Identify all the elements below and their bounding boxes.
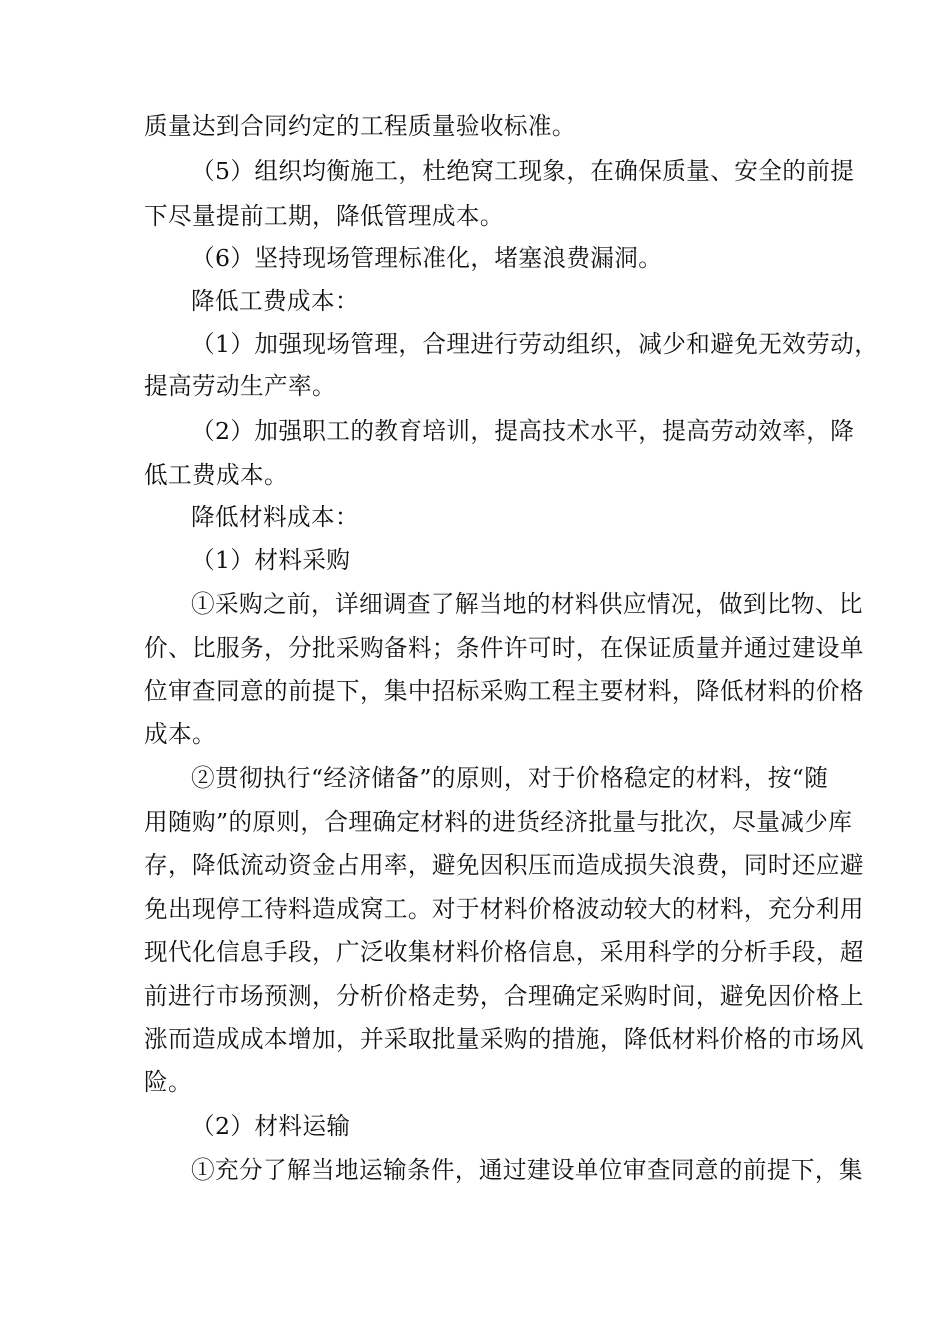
text-line: 用随购”的原则，合理确定材料的进货经济批量与批次，尽量减少库 [144, 808, 853, 836]
text-line: 存，降低流动资金占用率，避免因积压而造成损失浪费，同时还应避 [144, 851, 864, 879]
text-line: （6）坚持现场管理标准化，堵塞浪费漏洞。 [191, 244, 663, 272]
text-line: 成本。 [144, 720, 216, 748]
text-line: ①充分了解当地运输条件，通过建设单位审查同意的前提下，集 [191, 1156, 863, 1184]
text-line: 险。 [144, 1068, 192, 1096]
text-line: 低工费成本。 [144, 461, 288, 489]
text-line: 降低工费成本： [191, 287, 359, 315]
text-line: 价、比服务，分批采购备料；条件许可时，在保证质量并通过建设单 [144, 634, 864, 662]
text-line: 前进行市场预测，分析价格走势，合理确定采购时间，避免因价格上 [144, 982, 864, 1010]
text-line: 下尽量提前工期，降低管理成本。 [144, 202, 504, 230]
text-line: 涨而造成成本增加，并采取批量采购的措施，降低材料价格的市场风 [144, 1025, 864, 1053]
text-line: （2）加强职工的教育培训，提高技术水平，提高劳动效率，降 [191, 417, 855, 445]
text-line: 降低材料成本： [191, 503, 359, 531]
text-line: ①采购之前，详细调查了解当地的材料供应情况，做到比物、比 [191, 590, 863, 618]
text-line: 现代化信息手段，广泛收集材料价格信息，采用科学的分析手段，超 [144, 938, 864, 966]
text-line: 位审查同意的前提下，集中招标采购工程主要材料，降低材料的价格 [144, 677, 864, 705]
text-line: （2）材料运输 [191, 1112, 351, 1140]
text-line: 质量达到合同约定的工程质量验收标准。 [144, 112, 576, 140]
text-line: （1）加强现场管理，合理进行劳动组织，减少和避免无效劳动， [191, 330, 879, 358]
text-line: 免出现停工待料造成窝工。对于材料价格波动较大的材料，充分利用 [144, 895, 864, 923]
text-line: 提高劳动生产率。 [144, 372, 336, 400]
text-line: （5）组织均衡施工，杜绝窝工现象，在确保质量、安全的前提 [191, 157, 855, 185]
text-line: （1）材料采购 [191, 546, 351, 574]
text-line: ②贯彻执行“经济储备”的原则，对于价格稳定的材料，按“随 [191, 764, 829, 792]
